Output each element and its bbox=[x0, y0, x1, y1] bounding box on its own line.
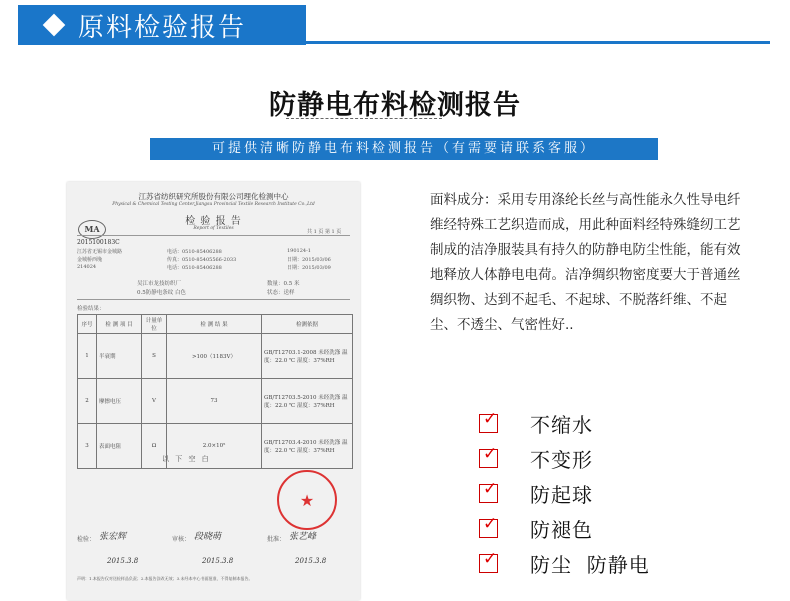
feature-item bbox=[479, 406, 650, 441]
cell-basis: GB/T12703.4-2010 未经洗涤 温度：22.0 ℃ 湿度：37%RH bbox=[262, 424, 353, 469]
signature-date: 2015.3.8 bbox=[295, 557, 327, 565]
doc-address-1: 江苏省无锡市金城路 bbox=[77, 249, 123, 255]
doc-blank-line: 以 下 空 白 bbox=[162, 455, 211, 463]
cell-result: 2.0×10⁵ bbox=[167, 424, 262, 469]
doc-date-2: 日期：2015/03/06 bbox=[287, 257, 331, 263]
check-icon: ✓ bbox=[479, 449, 498, 468]
doc-report-number: 2015100183C bbox=[77, 239, 120, 246]
cell-basis: GB/T12703.1-2008 未经洗涤 温度：22.0 ℃ 湿度：37%RH bbox=[262, 334, 353, 379]
official-seal bbox=[277, 470, 337, 530]
doc-sample: 0.5防静电条纹 白色 bbox=[137, 290, 186, 296]
doc-date-1: 190124-1 bbox=[287, 248, 311, 254]
feature-list bbox=[479, 406, 650, 581]
doc-date-3: 日期：2015/03/09 bbox=[287, 265, 331, 271]
table-row bbox=[78, 334, 353, 379]
feature-label: 防褪色 bbox=[530, 518, 593, 542]
check-icon: ✓ bbox=[479, 554, 498, 573]
cell-basis: GB/T12703.5-2010 未经洗涤 温度：22.0 ℃ 湿度：37%RH bbox=[262, 379, 353, 424]
cell-unit: V bbox=[142, 379, 167, 424]
report-title: 防静电布料检测报告 bbox=[269, 90, 521, 121]
cell-item: 摩擦电压 bbox=[97, 379, 142, 424]
table-row bbox=[78, 424, 353, 469]
doc-results-label: 检验结果： bbox=[77, 306, 105, 312]
signature-date: 2015.3.8 bbox=[107, 557, 139, 565]
signature-inspector: 张宏辉 bbox=[99, 532, 127, 542]
sig-label-inspect: 检验： bbox=[77, 536, 96, 543]
doc-tel: 电话：0510-85406288 bbox=[167, 249, 222, 255]
doc-client: 吴江市龙技纺织厂 bbox=[137, 281, 182, 287]
feature-label: 防尘 防静电 bbox=[530, 553, 650, 577]
cell-unit: S bbox=[142, 334, 167, 379]
doc-quantity: 数量：0.5 米 bbox=[267, 281, 300, 287]
col-header: 检测依据 bbox=[262, 315, 353, 334]
doc-rule bbox=[77, 299, 350, 300]
sig-label-approve: 批准： bbox=[267, 536, 286, 543]
doc-address-2: 金城桥西堍 bbox=[77, 257, 103, 263]
cell-item: 表面电阻 bbox=[97, 424, 142, 469]
col-header: 序号 bbox=[78, 315, 97, 334]
col-header: 检 测 项 目 bbox=[97, 315, 142, 334]
section-title: 原料检验报告 bbox=[78, 12, 247, 43]
signature-reviewer: 段晓萌 bbox=[194, 532, 222, 542]
feature-item bbox=[479, 546, 650, 581]
signature-approver: 张艺峰 bbox=[289, 532, 317, 542]
cell-result: 73 bbox=[167, 379, 262, 424]
report-subtitle: 可提供清晰防静电布料检测报告（有需要请联系客服） bbox=[150, 138, 658, 160]
col-header: 计量单位 bbox=[142, 315, 167, 334]
signature-date: 2015.3.8 bbox=[202, 557, 234, 565]
test-report-document bbox=[67, 182, 360, 600]
cell-no: 1 bbox=[78, 334, 97, 379]
table-header-row bbox=[78, 315, 353, 334]
title-underline bbox=[286, 118, 442, 119]
doc-footnote: 声明：1.本报告仅对送检样品负责；2.本报告涂改无效；3.未经本中心书面批准，不得复制本报告。 bbox=[77, 576, 253, 581]
feature-item bbox=[479, 476, 650, 511]
header-divider bbox=[306, 41, 770, 44]
doc-tel-2: 电话：0510-85406288 bbox=[167, 265, 222, 271]
doc-institute: 江苏省纺织研究所股份有限公司理化检测中心 bbox=[138, 192, 289, 201]
doc-institute-en: Physical & Chemical Testing Center,Jiangsu Provincial Textile Research Institute Co.,Ltd bbox=[112, 202, 315, 207]
fabric-description: 面料成分：采用专用涤纶长丝与高性能永久性导电纤维经特殊工艺织造而成，用此种面料经特殊缝纫工艺制成的洁净服装具有持久的防静电防尘性能，能有效地释放人体静电电荷。洁净绸织物密度要大于普通丝绸织物、达到不起毛、不起球、不脱落纤维、不起尘、不透尘、气密性好.. bbox=[430, 192, 741, 333]
col-header: 检 测 结 果 bbox=[167, 315, 262, 334]
feature-item bbox=[479, 441, 650, 476]
feature-label: 防起球 bbox=[530, 483, 593, 507]
doc-results-table bbox=[77, 314, 353, 469]
feature-label: 不变形 bbox=[530, 448, 593, 472]
feature-item bbox=[479, 511, 650, 546]
check-icon: ✓ bbox=[479, 484, 498, 503]
doc-page-info: 共 1 页 第 1 页 bbox=[307, 229, 342, 235]
star-icon: ★ bbox=[299, 491, 315, 510]
diamond-icon bbox=[43, 14, 66, 37]
check-icon: ✓ bbox=[479, 519, 498, 538]
doc-fax: 传真：0510-85405566-2033 bbox=[167, 257, 237, 263]
cell-unit: Ω bbox=[142, 424, 167, 469]
cell-no: 2 bbox=[78, 379, 97, 424]
check-icon: ✓ bbox=[479, 414, 498, 433]
cell-item: 半衰期 bbox=[97, 334, 142, 379]
table-row bbox=[78, 379, 353, 424]
feature-label: 不缩水 bbox=[530, 413, 593, 437]
section-header-banner bbox=[18, 5, 306, 45]
doc-title: 检 验 报 告 bbox=[185, 216, 242, 227]
doc-rule bbox=[77, 235, 350, 236]
doc-title-en: Report of Textiles bbox=[193, 226, 234, 231]
doc-state: 状态：送样 bbox=[267, 290, 295, 296]
ma-certification-logo: MA bbox=[78, 220, 106, 239]
sig-label-review: 审核： bbox=[172, 536, 191, 543]
cell-no: 3 bbox=[78, 424, 97, 469]
cell-result: >100（1183V） bbox=[167, 334, 262, 379]
doc-postcode: 214024 bbox=[77, 264, 97, 270]
